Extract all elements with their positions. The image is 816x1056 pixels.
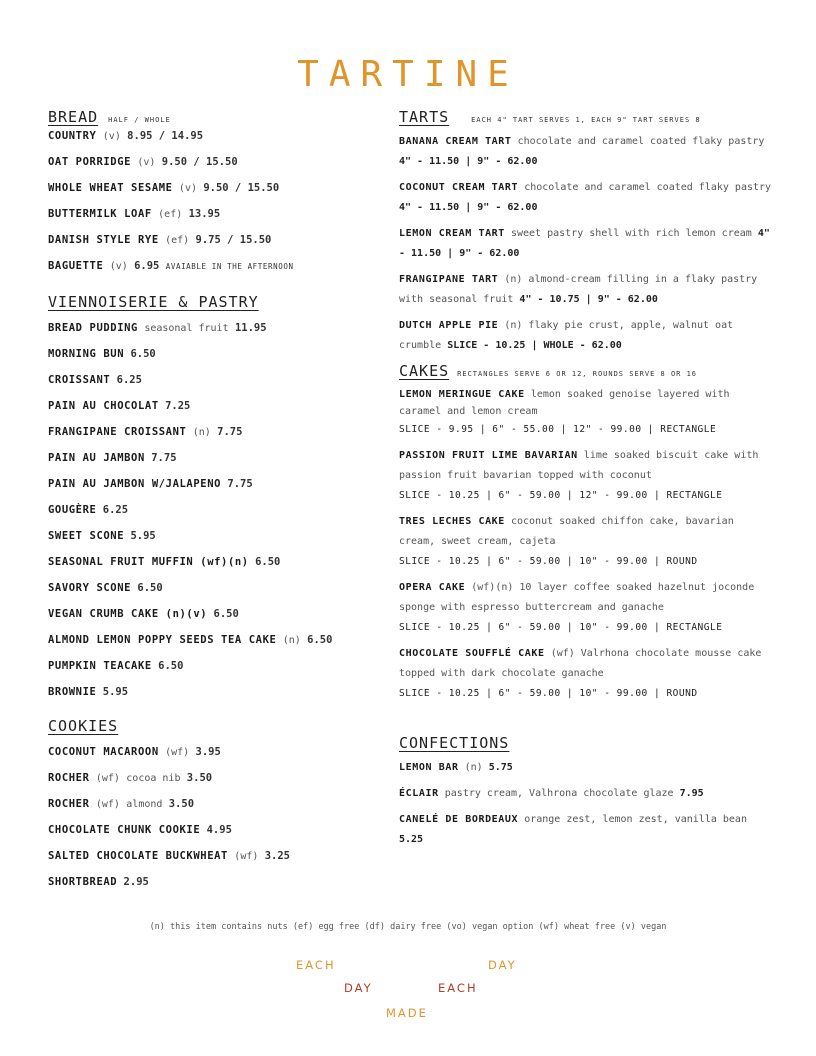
item-price: 5.75	[488, 762, 513, 773]
item-price: 4" - 10.75 | 9" - 62.00	[519, 294, 658, 305]
item-name: DUTCH APPLE PIE	[399, 320, 499, 331]
item-tag: (n)	[464, 762, 483, 773]
item-price: 6.50	[213, 608, 239, 620]
item-name: SAVORY SCONE	[48, 582, 132, 594]
tart-item	[399, 270, 774, 310]
item-price: 6.25	[102, 504, 129, 516]
item-description: seasonal fruit	[144, 323, 229, 334]
item-name: ROCHER	[48, 798, 90, 810]
item-description: lemon soaked genoise layered with caramel and lemon cream	[399, 389, 730, 417]
item-name: BANANA CREAM TART	[399, 136, 512, 147]
item-description: chocolate and caramel coated flaky pastry	[524, 182, 772, 193]
item-name: COCONUT CREAM TART	[399, 182, 519, 193]
item-description: (n) almond-cream filling in a flaky pastry with seasonal fruit	[399, 274, 758, 305]
tart-item	[399, 224, 774, 264]
tart-item	[399, 316, 774, 356]
menu-item	[48, 259, 378, 285]
item-price: 11.95	[234, 322, 267, 334]
menu-item	[48, 233, 378, 259]
item-description: sweet pastry shell with rich lemon cream	[510, 228, 752, 239]
menu-item	[48, 745, 378, 771]
menu-item	[48, 555, 378, 581]
cakes-section-header	[399, 362, 779, 380]
item-tag: (n)	[282, 635, 301, 646]
item-name: BAGUETTE	[48, 260, 104, 272]
menu-item	[48, 503, 378, 529]
item-tag: (ef)	[165, 235, 190, 246]
item-price: SLICE - 10.25 | 6" - 59.00 | 10" - 99.00 | RECTANGLE	[399, 622, 723, 633]
tart-item	[399, 132, 774, 172]
item-price: 6.50	[130, 348, 156, 360]
confection-item	[399, 784, 774, 804]
menu-item	[48, 607, 378, 633]
item-name: CANELÉ DE BORDEAUX	[399, 814, 519, 825]
menu-item	[48, 875, 378, 901]
item-name: CHOCOLATE SOUFFLÉ CAKE	[399, 648, 545, 659]
item-name: PAIN AU JAMBON W/JALAPENO	[48, 478, 222, 490]
cake-item	[399, 578, 779, 638]
item-price: 13.95	[188, 208, 221, 220]
cake-item	[399, 386, 779, 440]
confections-section-header	[399, 734, 779, 752]
confection-item	[399, 758, 774, 778]
item-name: ÉCLAIR	[399, 788, 439, 799]
tagline-word-3: DAY	[344, 981, 373, 995]
item-name: OAT PORRIDGE	[48, 156, 132, 168]
cookies-section-header	[48, 717, 378, 735]
menu-item	[48, 207, 378, 233]
cookies-list	[48, 745, 378, 901]
item-name: SALTED CHOCOLATE BUCKWHEAT	[48, 850, 228, 862]
bread-title: BREAD	[48, 108, 99, 126]
menu-item	[48, 685, 378, 711]
item-tag: (n)	[192, 427, 211, 438]
item-price: 5.95	[130, 530, 156, 542]
item-description: orange zest, lemon zest, vanilla bean	[524, 814, 747, 825]
item-name: OPERA CAKE	[399, 582, 466, 593]
item-name: CROISSANT	[48, 374, 111, 386]
item-price: 3.50	[186, 772, 213, 784]
item-price: 6.50	[158, 660, 184, 672]
menu-item	[48, 849, 378, 875]
viennoiserie-section-header	[48, 293, 378, 311]
item-price: SLICE - 10.25 | 6" - 59.00 | 12" - 99.00 | RECTANGLE	[399, 490, 723, 501]
tagline-word-2: DAY	[488, 958, 517, 972]
item-name: ALMOND LEMON POPPY SEEDS TEA CAKE	[48, 634, 277, 646]
item-description: coconut soaked chiffon cake, bavarian cream, sweet cream, cajeta	[399, 516, 734, 547]
item-name: PAIN AU CHOCOLAT	[48, 400, 159, 412]
item-name: VEGAN CRUMB CAKE (n)(v)	[48, 608, 208, 620]
menu-item	[48, 155, 378, 181]
item-price: 9.50 / 15.50	[203, 182, 280, 194]
menu-item	[48, 477, 378, 503]
item-description: (n) flaky pie crust, apple, walnut oat crumble	[399, 320, 734, 351]
item-price: 3.95	[195, 746, 221, 758]
tart-item	[399, 178, 774, 218]
item-name: ROCHER	[48, 772, 90, 784]
confections-title: CONFECTIONS	[399, 734, 510, 752]
item-name: SEASONAL FRUIT MUFFIN (wf)(n)	[48, 556, 249, 568]
item-price: 7.75	[151, 452, 177, 464]
menu-item	[48, 321, 378, 347]
item-name: BREAD PUDDING	[48, 322, 138, 334]
item-name: LEMON MERINGUE CAKE	[399, 389, 525, 400]
item-price: SLICE - 10.25 | 6" - 59.00 | 10" - 99.00 | ROUND	[399, 556, 698, 567]
menu-item	[48, 581, 378, 607]
item-price: 6.50	[137, 582, 163, 594]
item-note: AVAIABLE IN THE AFTERNOON	[165, 262, 294, 271]
menu-item	[48, 771, 378, 797]
menu-item	[48, 373, 378, 399]
item-price: 4" - 11.50 | 9" - 62.00	[399, 156, 538, 167]
item-tag: (v)	[102, 131, 121, 142]
viennoiserie-title: VIENNOISERIE & PASTRY	[48, 293, 259, 311]
item-name: FRANGIPANE TART	[399, 274, 499, 285]
item-price: 4" - 11.50 | 9" - 62.00	[399, 228, 770, 259]
menu-item	[48, 347, 378, 373]
item-price: 6.50	[255, 556, 281, 568]
page-title: TARTINE	[297, 54, 519, 95]
item-description: chocolate and caramel coated flaky pastry	[517, 136, 765, 147]
item-tag: (v)	[137, 157, 156, 168]
item-price: SLICE - 10.25 | WHOLE - 62.00	[447, 340, 622, 351]
cakes-note: RECTANGLES SERVE 6 OR 12, ROUNDS SERVE 8 OR 16	[457, 370, 698, 378]
item-price: SLICE - 10.25 | 6" - 59.00 | 10" - 99.00 | ROUND	[399, 688, 698, 699]
item-name: CHOCOLATE CHUNK COOKIE	[48, 824, 201, 836]
item-name: SWEET SCONE	[48, 530, 125, 542]
item-price: 5.95	[102, 686, 129, 698]
menu-item	[48, 451, 378, 477]
item-tag: (wf)	[95, 799, 120, 810]
cakes-title: CAKES	[399, 362, 450, 380]
item-price: 3.50	[168, 798, 195, 810]
cake-item	[399, 512, 779, 572]
item-price: 2.95	[123, 876, 149, 888]
menu-item	[48, 823, 378, 849]
cake-item	[399, 446, 779, 506]
item-price: 5.25	[399, 834, 424, 845]
item-description: cocoa nib	[126, 773, 181, 784]
item-tag: (wf)	[165, 747, 190, 758]
item-name: LEMON BAR	[399, 762, 459, 773]
item-name: WHOLE WHEAT SESAME	[48, 182, 173, 194]
item-name: LEMON CREAM TART	[399, 228, 505, 239]
item-price: 9.75 / 15.50	[195, 234, 272, 246]
right-column	[399, 108, 779, 856]
item-name: BROWNIE	[48, 686, 97, 698]
item-tag: (ef)	[158, 209, 183, 220]
item-name: BUTTERMILK LOAF	[48, 208, 152, 220]
item-description: almond	[126, 799, 163, 810]
item-description: (wf) Valrhona chocolate mousse cake topped with dark chocolate ganache	[399, 648, 762, 679]
item-tag: (wf)	[95, 773, 120, 784]
cookies-title: COOKIES	[48, 717, 119, 735]
cakes-list	[399, 386, 779, 704]
tarts-note: EACH 4" TART SERVES 1, EACH 9" TART SERVES 8	[471, 116, 701, 124]
item-description: pastry cream, Valhrona chocolate glaze	[444, 788, 674, 799]
item-name: PAIN AU JAMBON	[48, 452, 145, 464]
item-name: TRES LECHES CAKE	[399, 516, 505, 527]
cake-item	[399, 644, 779, 704]
menu-item	[48, 399, 378, 425]
confection-item	[399, 810, 774, 850]
tarts-list	[399, 132, 779, 356]
bread-list	[48, 129, 378, 285]
item-price: 4" - 11.50 | 9" - 62.00	[399, 202, 538, 213]
item-price: 7.75	[217, 426, 243, 438]
item-price: 8.95 / 14.95	[127, 130, 204, 142]
menu-item	[48, 129, 378, 155]
item-name: COCONUT MACAROON	[48, 746, 159, 758]
confections-list	[399, 758, 779, 850]
tarts-title: TARTS	[399, 108, 450, 126]
bread-note: HALF / WHOLE	[108, 116, 171, 124]
tarts-section-header	[399, 108, 779, 126]
menu-item	[48, 633, 378, 659]
item-price: 9.50 / 15.50	[161, 156, 238, 168]
left-column	[48, 108, 378, 901]
item-tag: (v)	[178, 183, 197, 194]
item-name: PASSION FRUIT LIME BAVARIAN	[399, 450, 578, 461]
menu-item	[48, 797, 378, 823]
item-price: SLICE - 9.95 | 6" - 55.00 | 12" - 99.00 | RECTANGLE	[399, 424, 717, 435]
item-description: lime soaked biscuit cake with passion fruit bavarian topped with coconut	[399, 450, 759, 481]
bread-section-header	[48, 108, 378, 126]
item-name: COUNTRY	[48, 130, 97, 142]
item-name: FRANGIPANE CROISSANT	[48, 426, 187, 438]
item-name: SHORTBREAD	[48, 876, 118, 888]
menu-item	[48, 659, 378, 685]
viennoiserie-list	[48, 321, 378, 711]
tagline-word-5: MADE	[386, 1006, 428, 1020]
item-price: 6.50	[307, 634, 333, 646]
item-tag: (v)	[109, 261, 128, 272]
item-name: MORNING BUN	[48, 348, 125, 360]
menu-item	[48, 529, 378, 555]
item-price: 7.25	[165, 400, 191, 412]
menu-item	[48, 425, 378, 451]
item-name: PUMPKIN TEACAKE	[48, 660, 152, 672]
menu-item	[48, 181, 378, 207]
item-price: 7.75	[227, 478, 253, 490]
item-price: 7.95	[679, 788, 704, 799]
tagline-word-1: EACH	[296, 958, 336, 972]
item-price: 3.25	[264, 850, 291, 862]
item-tag: (wf)	[234, 851, 259, 862]
dietary-legend: (n) this item contains nuts (ef) egg free (df) dairy free (vo) vegan option (wf) wheat free (v) vegan	[149, 922, 667, 932]
item-price: 6.25	[116, 374, 142, 386]
tagline-word-4: EACH	[438, 981, 478, 995]
item-description: (wf)(n) 10 layer coffee soaked hazelnut joconde sponge with espresso buttercream and ganache	[399, 582, 755, 613]
item-name: GOUGÈRE	[48, 504, 97, 516]
item-price: 4.95	[206, 824, 232, 836]
item-name: DANISH STYLE RYE	[48, 234, 159, 246]
item-price: 6.95	[134, 260, 160, 272]
